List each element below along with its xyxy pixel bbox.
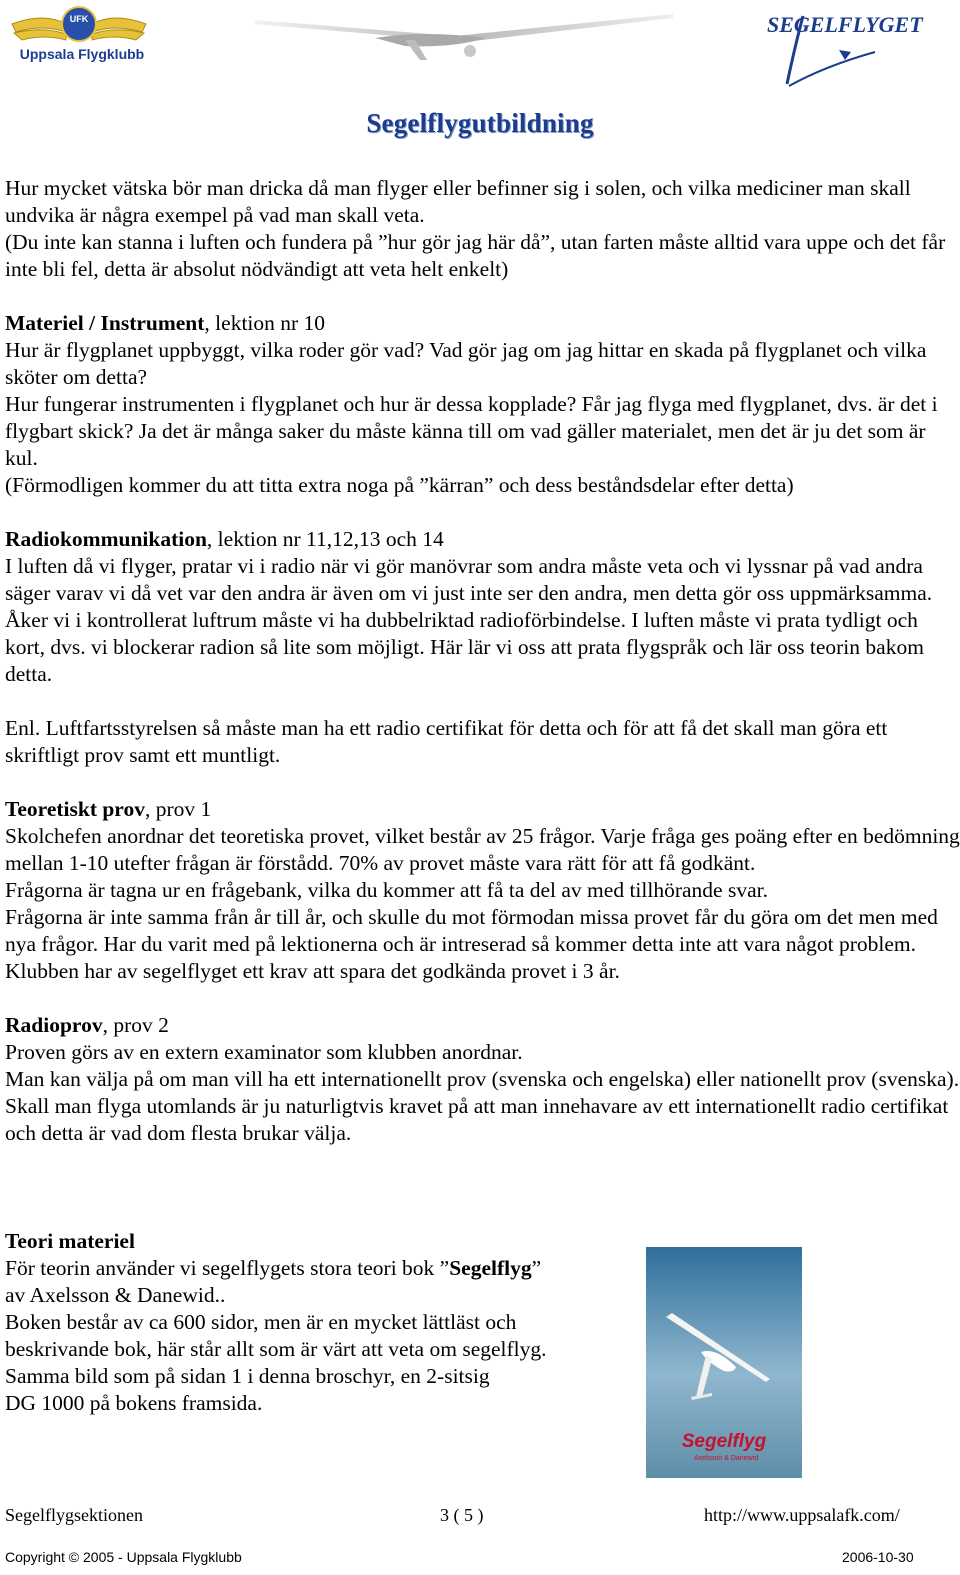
club-name: Uppsala Flygklubb <box>19 46 145 62</box>
intro-paragraph: Hur mycket vätska bör man dricka då man flyger eller befinner sig i solen, och vilka mediciner man skall undvika är några exempel på vad man skall veta. <box>5 176 911 227</box>
section-radio <box>5 526 960 553</box>
paragraph-line: beskrivande bok, här står allt som är värt att veta om segelflyg. <box>5 1337 547 1361</box>
intro-paragraph: (Du inte kan stanna i luften och fundera på ”hur gör jag här då”, utan farten måste alltid vara uppe och det får inte bli fel, detta är absolut nödvändigt att veta helt enkelt) <box>5 230 946 281</box>
section-radioprov <box>5 1012 960 1039</box>
paragraph-line: Boken består av ca 600 sidor, men är en mycket lättläst och <box>5 1310 517 1334</box>
page-number: 3 ( 5 ) <box>440 1505 484 1525</box>
club-logo <box>4 2 154 72</box>
paragraph: I luften då vi flyger, pratar vi i radio när vi gör manövrar som andra måste veta och vi lyssnar på vad andra säger varav vi då vet var den andra är även om vi just inte ser den andra, men detta gör oss uppmärksamma. Åker vi i kontrollerat luftrum måste vi ha dubbelriktad radioförbindelse. I luften måste vi prata tydligt och kort, dvs. vi blockerar radion så lite som möjligt. Här lär vi oss att prata flygspråk och lär oss teorin bakom detta. <box>5 554 933 686</box>
book-cover-title: Segelflyg <box>681 1431 767 1452</box>
section-materiel <box>5 310 960 337</box>
footer-section-name: Segelflygsektionen <box>5 1505 143 1525</box>
footer-url-link[interactable]: http://www.uppsalafk.com/ <box>704 1505 900 1525</box>
paragraph: (Förmodligen kommer du att titta extra noga på ”kärran” och dess beståndsdelar efter detta) <box>5 473 794 497</box>
paragraph: Proven görs av en extern examinator som klubben anordnar. <box>5 1040 523 1064</box>
section-heading: Teoretiskt prov <box>5 797 145 821</box>
section-teoretiskt-prov <box>5 796 960 823</box>
page-title: Segelflygutbildning <box>366 108 594 138</box>
paragraph-line: Samma bild som på sidan 1 i denna broschyr, en 2-sitsig <box>5 1364 490 1388</box>
club-badge-text: UFK <box>69 14 89 24</box>
paragraph: Klubben har av segelflyget ett krav att spara det godkända provet i 3 år. <box>5 959 620 983</box>
paragraph: Frågorna är inte samma från år till år, och skulle du mot förmodan missa provet får du göra om det men med nya frågor. Har du varit med på lektionerna och är intreserad så kommer detta inte att vara något problem. <box>5 905 938 956</box>
book-cover-image <box>646 1247 802 1478</box>
copyright-text: Copyright © 2005 - Uppsala Flygklubb <box>5 1549 242 1565</box>
section-heading: Radiokommunikation <box>5 527 207 551</box>
section-subheading: , lektion nr 11,12,13 och 14 <box>206 527 444 551</box>
section-teori-materiel <box>5 1228 635 1417</box>
document-date: 2006-10-30 <box>842 1549 914 1565</box>
section-heading: Teori materiel <box>5 1229 135 1253</box>
glider-silhouette-image <box>255 8 675 68</box>
body-text <box>5 175 960 1147</box>
section-subheading: , prov 2 <box>102 1013 169 1037</box>
paragraph: Hur är flygplanet uppbyggt, vilka roder gör vad? Vad gör jag om jag hittar en skada på flygplanet och vilka sköter om detta? <box>5 338 927 389</box>
paragraph-line: För teorin använder vi segelflygets stora teori bok ”Segelflyg” <box>5 1256 542 1280</box>
paragraph: Skolchefen anordnar det teoretiska provet, vilket består av 25 frågor. Varje fråga ges poäng efter en bedömning mellan 1-10 utefter frågan är förstådd. 70% av provet måste vara rätt för att få godkänt. <box>5 824 960 875</box>
segelflyget-logo <box>765 6 945 91</box>
paragraph: Hur fungerar instrumenten i flygplanet och hur är dessa kopplade? Får jag flyga med flygplanet, dvs. är det i flygbart skick? Ja det är många saker du måste känna till om vad gäller materialet, men det är ju det som är kul. <box>5 392 938 470</box>
book-title: Segelflyg <box>449 1256 532 1280</box>
paragraph: Enl. Luftfartsstyrelsen så måste man ha ett radio certifikat för detta och för att få det skall man göra ett skriftligt prov samt ett muntligt. <box>5 716 888 767</box>
paragraph: Man kan välja på om man vill ha ett internationellt prov (svenska och engelska) eller nationellt prov (svenska). Skall man flyga utomlands är ju naturligtvis kravet på att man innehavare av ett internationellt radio certifikat och detta är vad dom flesta brukar välja. <box>5 1067 960 1145</box>
section-heading: Radioprov <box>5 1013 103 1037</box>
segelflyget-logo-text: SEGELFLYGET <box>767 12 923 37</box>
section-heading: Materiel / Instrument <box>5 311 205 335</box>
section-subheading: , prov 1 <box>144 797 212 821</box>
book-cover-authors: Axelsson & Danewid <box>693 1455 759 1462</box>
paragraph-line: av Axelsson & Danewid.. <box>5 1283 226 1307</box>
section-subheading: , lektion nr 10 <box>204 311 326 335</box>
paragraph: Frågorna är tagna ur en frågebank, vilka du kommer att få ta del av med tillhörande svar. <box>5 878 768 902</box>
paragraph-line: DG 1000 på bokens framsida. <box>5 1391 263 1415</box>
